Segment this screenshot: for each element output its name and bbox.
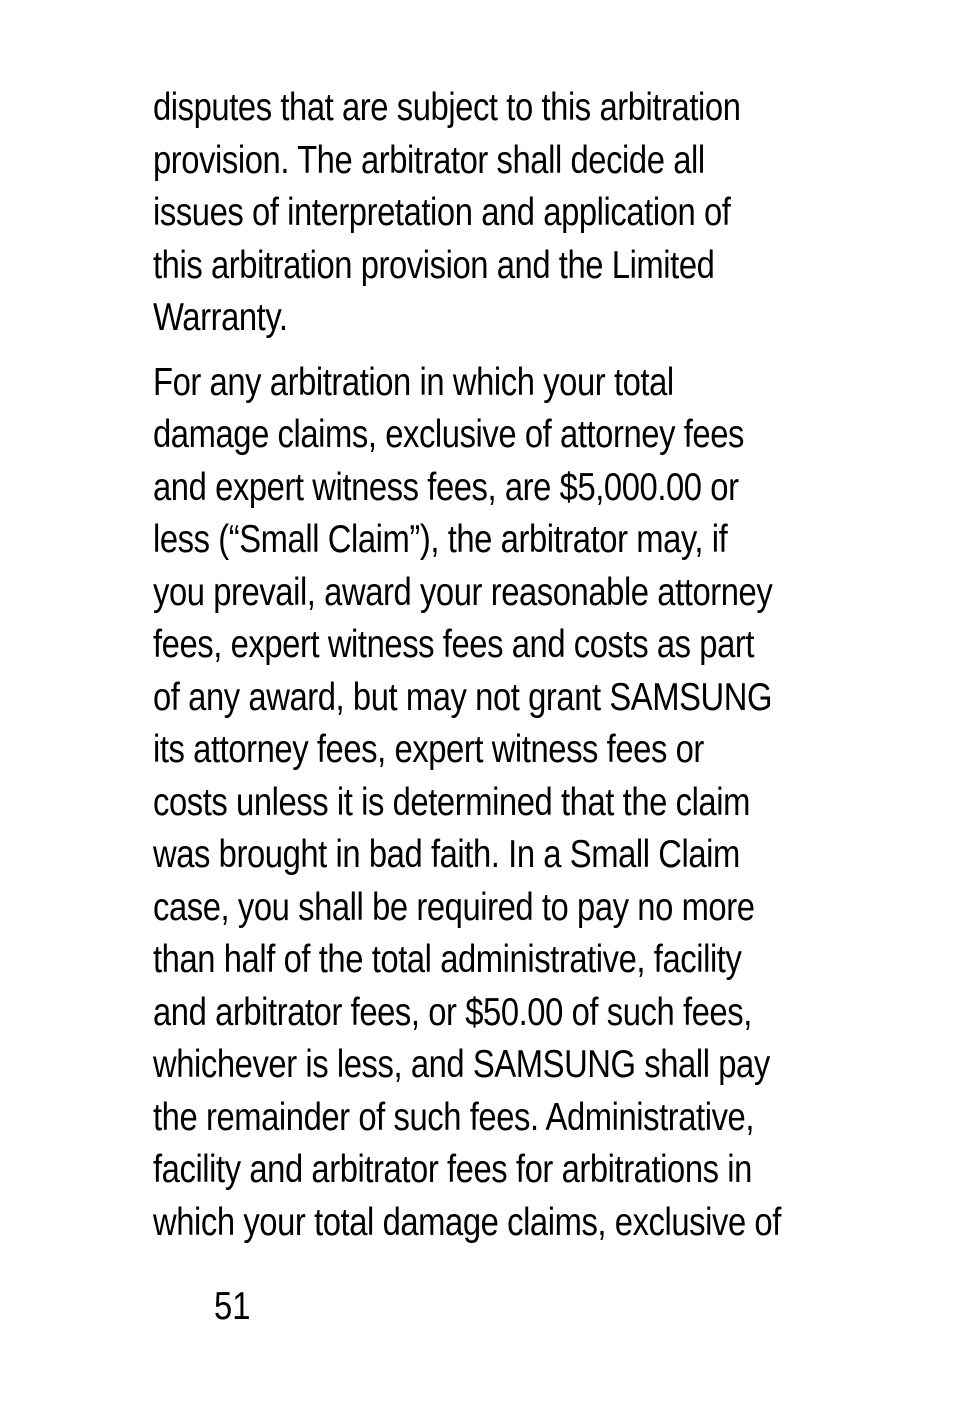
text-line: was brought in bad faith. In a Small Claim [153,833,740,876]
text-line: and arbitrator fees, or $50.00 of such fees, [153,990,752,1034]
text-line: damage claims, exclusive of attorney fees [153,413,744,456]
text-line: For any arbitration in which your total [153,360,674,404]
text-line: less (“Small Claim”), the arbitrator may, if [153,518,728,561]
text-line: of any award, but may not grant SAMSUNG [153,675,773,719]
page-number: 51 [214,1285,251,1328]
text-line: and expert witness fees, are $5,000.00 or [153,465,739,509]
text-line: the remainder of such fees. Administrative, [153,1095,755,1139]
text-line: provision. The arbitrator shall decide all [153,138,705,182]
paragraph-small-claim-fees [153,357,853,1250]
text-line: costs unless it is determined that the claim [153,780,750,824]
paragraph-arbitrator-scope [153,82,853,345]
text-line: fees, expert witness fees and costs as part [153,623,755,666]
text-line: than half of the total administrative, facility [153,938,742,981]
text-line: this arbitration provision and the Limited [153,243,715,287]
text-line: its attorney fees, expert witness fees or [153,728,704,771]
text-line: case, you shall be required to pay no more [153,885,755,929]
text-line: disputes that are subject to this arbitration [153,86,741,129]
text-line: facility and arbitrator fees for arbitrations in [153,1148,752,1191]
text-line: you prevail, award your reasonable attorney [153,570,773,614]
text-line: Warranty. [153,296,288,339]
text-line: which your total damage claims, exclusive of [153,1200,781,1244]
text-line: whichever is less, and SAMSUNG shall pay [153,1043,770,1086]
text-line: issues of interpretation and application of [153,191,731,234]
body-text [153,82,853,1249]
